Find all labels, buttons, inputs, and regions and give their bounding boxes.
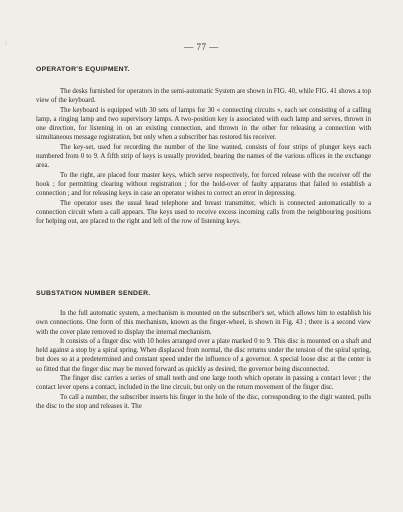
paragraph: The desks furnished for operators in the semi-automatic System are shown in FIG. 40, while FIG. 41 shows a top view of the keyboard.: [36, 88, 371, 105]
paragraph: The key-set, used for recording the number of the line wanted, consists of four strips of plunger keys each numbered from 0 to 9. A fifth strip of keys is usually provided, bearing the names of the various offices in the exchange area.: [36, 143, 371, 170]
paragraph: To the right, are placed four master keys, which serve respectively, for forced release with the receiver off the hook ; for permitting clearing without registration ; for the hold-over of faulty apparatus that failed to establish a connection ; and for releasing keys in case an operator wishes to correct an error in depressing.: [36, 171, 371, 198]
paragraph: It consists of a finger disc with 10 holes arranged over a plate marked 0 to 9. This disc is mounted on a shaft and held against a stop by a spiral spring. When displaced from normal, the disc returns under the tension of the spiral spring, but does so at a predetermined and constant speed under the influence of a governor. A special loose disc at the center is so fitted that the finger disc may be moved forward as quickly as desired, the governor being disconnected.: [36, 337, 371, 373]
paragraph: In the full automatic system, a mechanism is mounted on the subscriber's set, which allows him to establish his own connections. One form of this mechanism, known as the finger-wheel, is shown in Fig. 43 ; there is a second view with the cover plate removed to display the internal mechanism.: [36, 310, 371, 336]
margin-mark: ⁝: [5, 41, 7, 47]
margin-mark: ·: [5, 52, 7, 58]
section-heading-substation-number-sender: SUBSTATION NUMBER SENDER.: [36, 290, 151, 297]
paragraph: To call a number, the subscriber inserts his finger in the hole of the disc, corresponding to the digit wanted, pulls the disc to the stop and releases it. The: [36, 393, 371, 410]
page-number: — 77 —: [184, 42, 219, 52]
paragraph: The operator uses the usual head telephone and breast transmitter, which is connected automatically to a connection circuit when a call appears. The keys used to receive excess incoming calls from the neighbouring positions for helping out, are placed to the right and left of the row of listening keys.: [36, 199, 371, 226]
section-heading-operators-equipment: OPERATOR'S EQUIPMENT.: [36, 66, 130, 73]
paragraph: The finger disc carries a series of small teeth and one large tooth which operate in passing a contact lever ; the contact lever opens a contact, included in the line circuit, but only on the return movement of the finger disc.: [36, 375, 371, 392]
section-operators-equipment: [36, 87, 371, 226]
paragraph: The keyboard is equipped with 30 sets of lamps for 30 « connecting circuits », each set consisting of a calling lamp, a ringing lamp and two supervisory lamps. A two-position key is associated with each lamp and serves, thrown in one direction, for listening in on an existing connection, and thrown in the other for releasing a connection with simultaneous message registration, but only when a subscriber has restored his receiver.: [36, 106, 371, 142]
section-substation-number-sender: [36, 309, 371, 411]
